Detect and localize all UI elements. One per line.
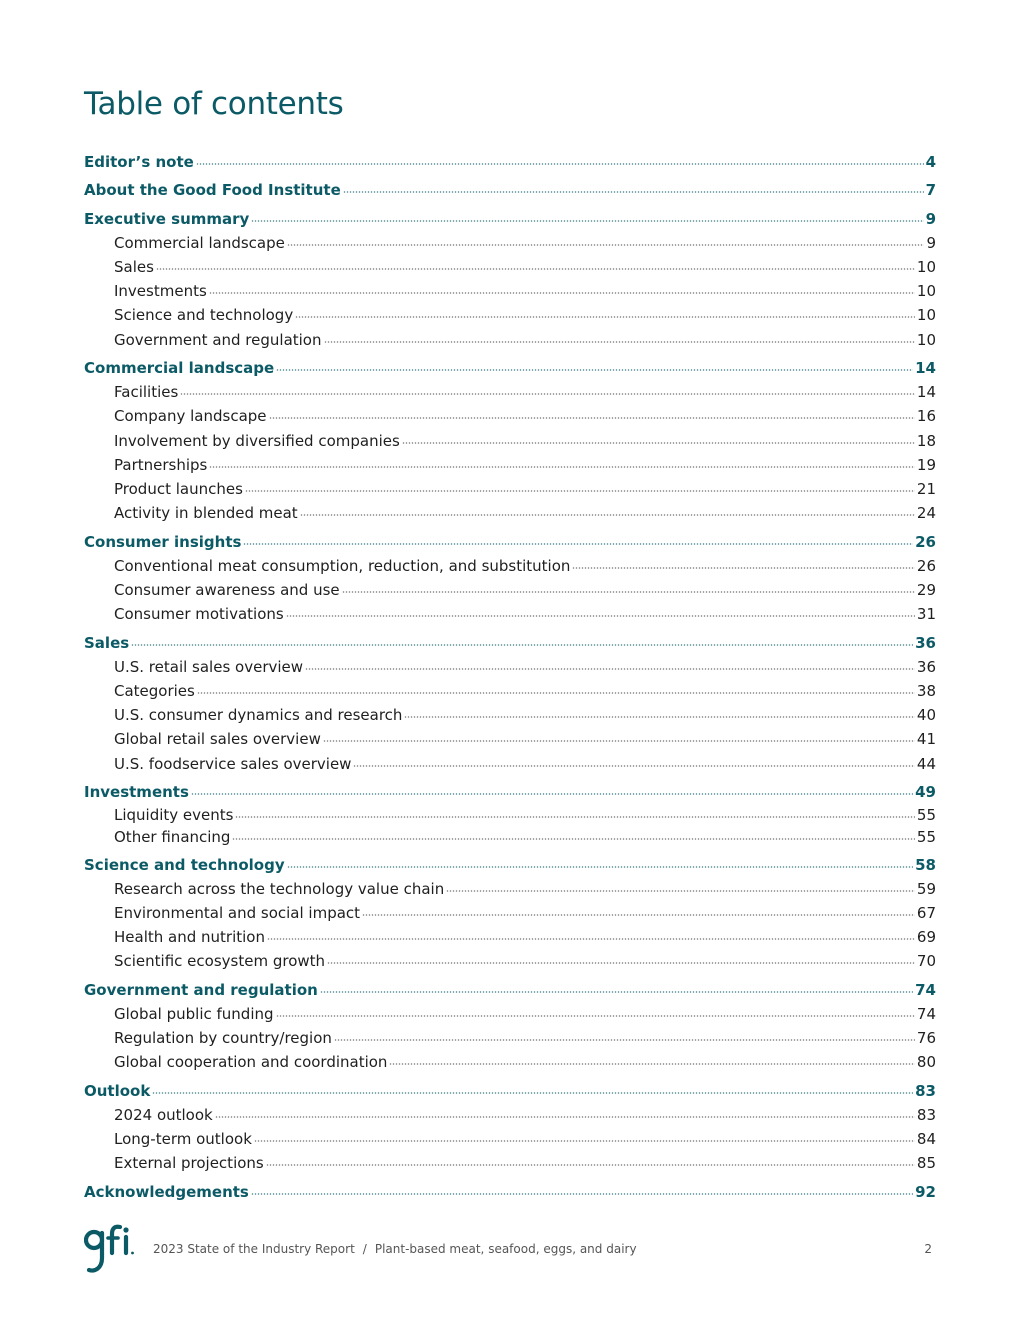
dot-leader	[324, 340, 915, 344]
toc-page-number: 38	[916, 682, 936, 700]
toc-section[interactable]	[84, 207, 936, 231]
dot-leader	[152, 1091, 913, 1095]
toc-page-number: 26	[915, 532, 936, 551]
toc-subsection[interactable]	[84, 255, 936, 279]
toc-page-number: 83	[915, 1081, 936, 1100]
toc-page-number: 67	[916, 903, 936, 922]
toc-page-number: 14	[915, 359, 936, 378]
toc-page-number: 92	[915, 1182, 936, 1201]
dot-leader	[191, 792, 913, 796]
toc-entry-label: Science and technology	[114, 306, 294, 325]
toc-page-number: 24	[916, 504, 936, 523]
toc-page-number: 10	[916, 282, 936, 301]
toc-page-number: 31	[916, 605, 936, 624]
footer-separator: /	[362, 1242, 367, 1256]
toc-subsection[interactable]	[84, 703, 936, 727]
dot-leader	[320, 990, 913, 994]
toc-page-number: 9	[925, 209, 936, 228]
toc-entry-label: U.S. retail sales overview	[114, 657, 304, 676]
dot-leader	[300, 513, 915, 517]
toc-entry-label: Global cooperation and coordination	[114, 1053, 388, 1072]
dot-leader	[287, 243, 925, 247]
dot-leader	[196, 162, 924, 166]
toc-subsection[interactable]	[84, 1002, 936, 1026]
toc-page-number: 44	[916, 754, 936, 773]
dot-leader	[243, 542, 913, 546]
dot-leader	[305, 667, 915, 671]
toc-entry-label: Scientific ecosystem growth	[114, 952, 326, 971]
toc-page-number: 36	[915, 633, 936, 652]
toc-page-number: 36	[916, 657, 936, 676]
toc-entry-label: Involvement by diversified companies	[114, 431, 400, 450]
toc-entry-label: Government and regulation	[114, 330, 322, 349]
toc-subsection[interactable]	[84, 477, 936, 501]
toc-entry-label: Consumer insights	[84, 532, 242, 551]
toc-page-number: 29	[916, 581, 936, 599]
toc-subsection[interactable]	[84, 679, 936, 703]
dot-leader	[287, 865, 914, 869]
toc-page-number: 21	[916, 480, 936, 498]
toc-page-number: 26	[916, 556, 936, 575]
toc-section[interactable]	[84, 150, 936, 174]
page-number: 2	[924, 1242, 932, 1256]
toc-section[interactable]	[84, 356, 936, 380]
toc-entry-label: Editor’s note	[84, 153, 194, 171]
dot-leader	[276, 368, 913, 372]
dot-leader	[404, 715, 914, 719]
toc-page-number: 40	[916, 706, 936, 725]
toc-entry-label: Commercial landscape	[84, 359, 275, 378]
dot-leader	[251, 1192, 913, 1196]
dot-leader	[269, 416, 915, 420]
dot-leader	[266, 1163, 915, 1167]
toc-entry-label: Company landscape	[114, 407, 267, 426]
toc-page-number: 49	[915, 783, 936, 802]
toc-entry-label: Government and regulation	[84, 980, 318, 999]
toc-page-number: 41	[916, 730, 936, 749]
dot-leader	[215, 1115, 915, 1119]
toc-subsection[interactable]	[84, 949, 936, 973]
toc-section[interactable]	[84, 853, 936, 877]
toc-entry-label: Partnerships	[114, 455, 208, 474]
dot-leader	[343, 190, 924, 194]
toc-section[interactable]	[84, 978, 936, 1002]
toc-section[interactable]	[84, 1079, 936, 1103]
toc-subsection[interactable]	[84, 303, 936, 327]
dot-leader	[402, 441, 915, 445]
table-of-contents	[84, 150, 936, 1204]
toc-subsection[interactable]	[84, 752, 936, 776]
page-footer	[84, 1222, 936, 1276]
toc-subsection[interactable]	[84, 925, 936, 949]
footer-report-title	[153, 1242, 637, 1256]
toc-section[interactable]	[84, 780, 936, 804]
dot-leader	[197, 691, 915, 695]
toc-subsection[interactable]	[84, 501, 936, 525]
toc-subsection[interactable]	[84, 279, 936, 303]
toc-page-number: 58	[915, 855, 936, 874]
toc-page-number: 18	[916, 431, 936, 450]
dot-leader	[572, 566, 915, 570]
toc-page-number: 74	[915, 980, 936, 999]
dot-leader	[389, 1062, 914, 1066]
toc-entry-label: Research across the technology value chain	[114, 879, 445, 898]
toc-entry-label: External projections	[114, 1154, 264, 1173]
toc-subsection[interactable]	[84, 380, 936, 404]
toc-page-number: 84	[916, 1130, 936, 1148]
toc-subsection[interactable]	[84, 602, 936, 626]
toc-page-number: 70	[916, 952, 936, 971]
toc-page-number: 10	[916, 306, 936, 325]
toc-page-number: 83	[916, 1105, 936, 1124]
toc-entry-label: Environmental and social impact	[114, 903, 361, 922]
toc-subsection[interactable]	[84, 429, 936, 453]
toc-subsection[interactable]	[84, 655, 936, 679]
toc-subsection[interactable]	[84, 231, 936, 255]
toc-page-number: 9	[926, 233, 936, 252]
toc-entry-label: Consumer motivations	[114, 605, 284, 624]
toc-page-number: 59	[916, 879, 936, 898]
dot-leader	[267, 937, 915, 941]
toc-entry-label: Investments	[84, 783, 189, 802]
toc-entry-label: Activity in blended meat	[114, 504, 298, 523]
toc-section[interactable]	[84, 631, 936, 655]
toc-subsection[interactable]	[84, 453, 936, 477]
dot-leader	[209, 291, 915, 295]
toc-entry-label: Liquidity events	[114, 806, 234, 825]
dot-leader	[156, 267, 915, 271]
toc-entry-label: Regulation by country/region	[114, 1029, 332, 1047]
toc-page-number: 69	[916, 928, 936, 946]
dot-leader	[286, 614, 915, 618]
page-title: Table of contents	[84, 86, 344, 122]
toc-page-number: 4	[925, 153, 936, 171]
toc-subsection[interactable]	[84, 1151, 936, 1175]
toc-entry-label: Investments	[114, 282, 207, 301]
toc-subsection[interactable]	[84, 328, 936, 352]
toc-page-number: 14	[916, 383, 936, 402]
toc-subsection[interactable]	[84, 1127, 936, 1151]
toc-subsection[interactable]	[84, 804, 936, 826]
dot-leader	[334, 1038, 915, 1042]
dot-leader	[235, 815, 914, 819]
footer-report-name: 2023 State of the Industry Report	[153, 1242, 355, 1256]
toc-entry-label: Other financing	[114, 828, 231, 847]
toc-subsection[interactable]	[84, 901, 936, 925]
toc-entry-label: Executive summary	[84, 209, 250, 228]
toc-subsection[interactable]	[84, 578, 936, 602]
toc-entry-label: Facilities	[114, 383, 179, 402]
toc-section[interactable]	[84, 178, 936, 202]
toc-page-number: 10	[916, 257, 936, 276]
toc-page-number: 74	[916, 1004, 936, 1023]
toc-section[interactable]	[84, 530, 936, 554]
dot-leader	[276, 1014, 915, 1018]
dot-leader	[180, 392, 915, 396]
toc-section[interactable]	[84, 1180, 936, 1204]
toc-subsection[interactable]	[84, 877, 936, 901]
toc-entry-label: Sales	[114, 257, 154, 276]
dot-leader	[342, 590, 915, 594]
toc-entry-label: Health and nutrition	[114, 928, 265, 946]
dot-leader	[327, 961, 915, 965]
dot-leader	[323, 739, 915, 743]
toc-entry-label: U.S. foodservice sales overview	[114, 754, 352, 773]
toc-page-number: 55	[916, 806, 936, 825]
gfi-logo	[84, 1222, 136, 1276]
toc-page-number: 10	[916, 330, 936, 349]
toc-entry-label: About the Good Food Institute	[84, 181, 341, 200]
toc-entry-label: Product launches	[114, 480, 243, 498]
dot-leader	[209, 465, 915, 469]
toc-subsection[interactable]	[84, 826, 936, 848]
dot-leader	[362, 913, 915, 917]
dot-leader	[353, 764, 914, 768]
toc-page-number: 7	[925, 181, 936, 200]
toc-entry-label: Global public funding	[114, 1004, 274, 1023]
toc-entry-label: Conventional meat consumption, reduction, and substitution	[114, 556, 571, 575]
toc-page-number: 85	[916, 1154, 936, 1173]
toc-entry-label: Science and technology	[84, 855, 285, 874]
dot-leader	[131, 643, 913, 647]
toc-entry-label: Sales	[84, 633, 130, 652]
toc-page-number: 76	[916, 1029, 936, 1047]
toc-entry-label: 2024 outlook	[114, 1105, 213, 1124]
toc-entry-label: Commercial landscape	[114, 233, 285, 252]
toc-subsection[interactable]	[84, 1026, 936, 1050]
toc-entry-label: Categories	[114, 682, 195, 700]
dot-leader	[245, 489, 915, 493]
toc-entry-label: Outlook	[84, 1081, 151, 1100]
toc-page-number: 55	[916, 828, 936, 847]
toc-subsection[interactable]	[84, 554, 936, 578]
toc-entry-label: Consumer awareness and use	[114, 581, 340, 599]
dot-leader	[295, 315, 915, 319]
toc-entry-label: Global retail sales overview	[114, 730, 321, 749]
toc-entry-label: Long-term outlook	[114, 1130, 252, 1148]
footer-report-subtitle: Plant-based meat, seafood, eggs, and dairy	[374, 1242, 637, 1256]
toc-page-number: 19	[916, 455, 936, 474]
toc-page-number: 80	[916, 1053, 936, 1072]
toc-page-number: 16	[916, 407, 936, 426]
toc-entry-label: U.S. consumer dynamics and research	[114, 706, 403, 725]
dot-leader	[251, 219, 923, 223]
toc-subsection[interactable]	[84, 727, 936, 751]
toc-subsection[interactable]	[84, 1103, 936, 1127]
toc-entry-label: Acknowledgements	[84, 1182, 249, 1201]
toc-subsection[interactable]	[84, 404, 936, 428]
dot-leader	[254, 1139, 915, 1143]
toc-subsection[interactable]	[84, 1050, 936, 1074]
dot-leader	[232, 837, 914, 841]
dot-leader	[446, 889, 915, 893]
